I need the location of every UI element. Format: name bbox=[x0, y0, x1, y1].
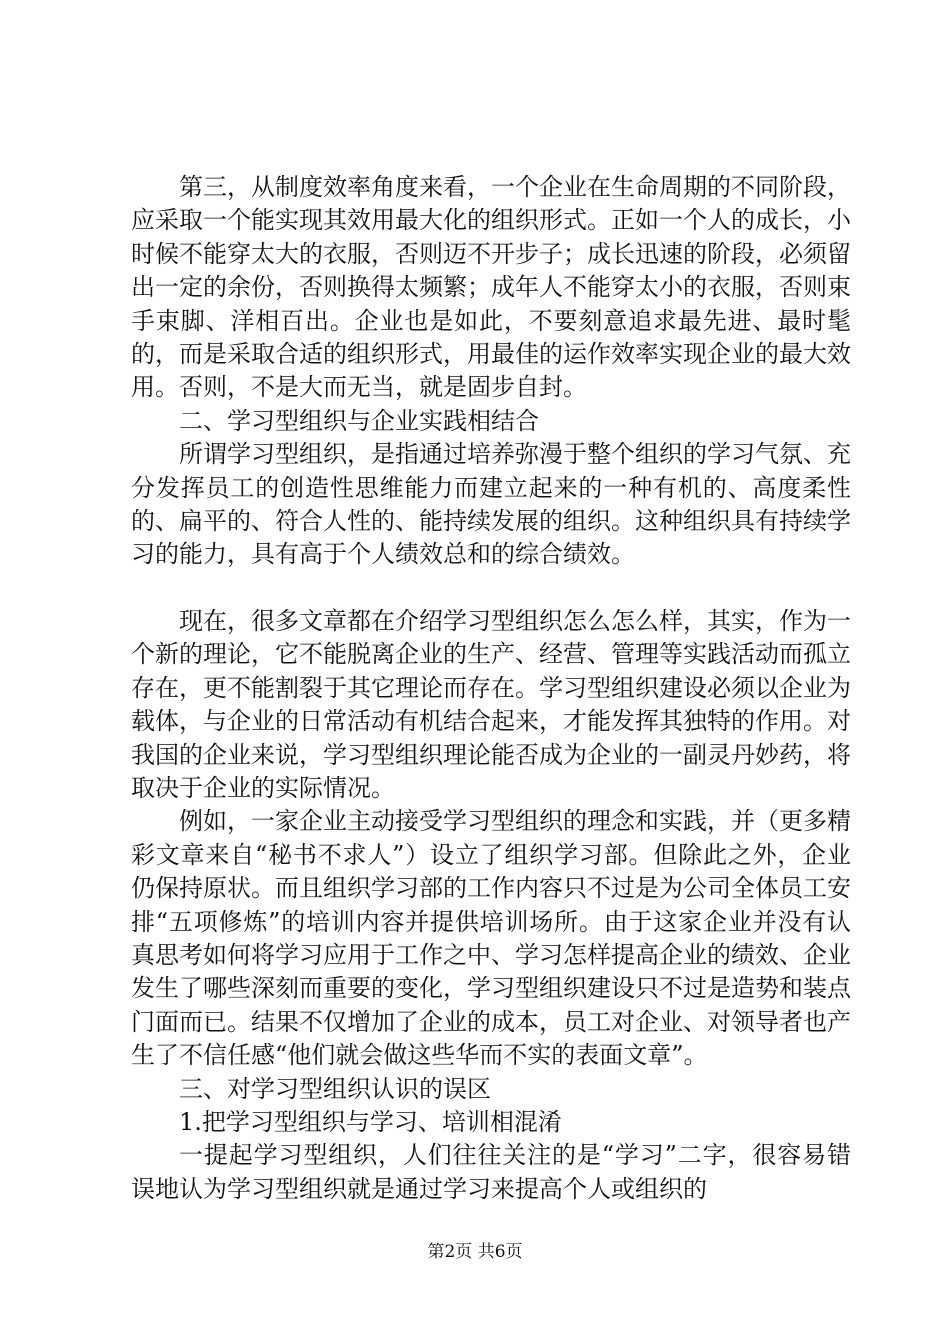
section-heading-2: 二、学习型组织与企业实践相结合 bbox=[179, 406, 539, 435]
page-footer: 第2页 共6页 bbox=[427, 1242, 523, 1262]
document-body bbox=[131, 171, 851, 1206]
paragraph-example: 例如，一家企业主动接受学习型组织的理念和实践，并（更多精彩文章来自“秘书不求人”）设立了组织学习部。但除此之外，企业仍保持原状。而且组织学习部的工作内容只不过是为公司全体员工安排“五项修炼”的培训内容并提供培训场所。由于这家企业并没有认真思考如何将学习应用于工作之中、学习怎样提高企业的绩效、企业发生了哪些深刻而重要的变化，学习型组织建设只不过是造势和装点门面而已。结果不仅增加了企业的成本，员工对企业、对领导者也产生了不信任感“他们就会做这些华而不实的表面文章”。 bbox=[131, 807, 851, 1070]
paragraph-misconception: 一提起学习型组织，人们往往关注的是“学习”二字，很容易错误地认为学习型组织就是通过学习来提高个人或组织的 bbox=[131, 1141, 851, 1203]
section-heading-3: 三、对学习型组织认识的误区 bbox=[179, 1074, 491, 1103]
paragraph-learning-org-definition: 所谓学习型组织，是指通过培养弥漫于整个组织的学习气氛、充分发挥员工的创造性思维能力而建立起来的一种有机的、高度柔性的、扁平的、符合人性的、能持续发展的组织。这种组织具有持续学习的能力，具有高于个人绩效总和的综合绩效。 bbox=[131, 440, 851, 569]
paragraph-institutional-efficiency: 第三，从制度效率角度来看，一个企业在生命周期的不同阶段，应采取一个能实现其效用最大化的组织形式。正如一个人的成长，小时候不能穿太大的衣服，否则迈不开步子；成长迅速的阶段，必须留出一定的余份，否则换得太频繁；成年人不能穿太小的衣服，否则束手束脚、洋相百出。企业也是如此，不要刻意追求最先进、最时髦的，而是采取合适的组织形式，用最佳的运作效率实现企业的最大效用。否则，不是大而无当，就是固步自封。 bbox=[131, 173, 851, 402]
subsection-heading-1: 1.把学习型组织与学习、培训相混淆 bbox=[179, 1107, 562, 1136]
paragraph-theory-practice: 现在，很多文章都在介绍学习型组织怎么怎么样，其实，作为一个新的理论，它不能脱离企业的生产、经营、管理等实践活动而孤立存在，更不能割裂于其它理论而存在。学习型组织建设必须以企业为载体，与企业的日常活动有机结合起来，才能发挥其独特的作用。对我国的企业来说，学习型组织理论能否成为企业的一副灵丹妙药，将取决于企业的实际情况。 bbox=[131, 606, 851, 802]
